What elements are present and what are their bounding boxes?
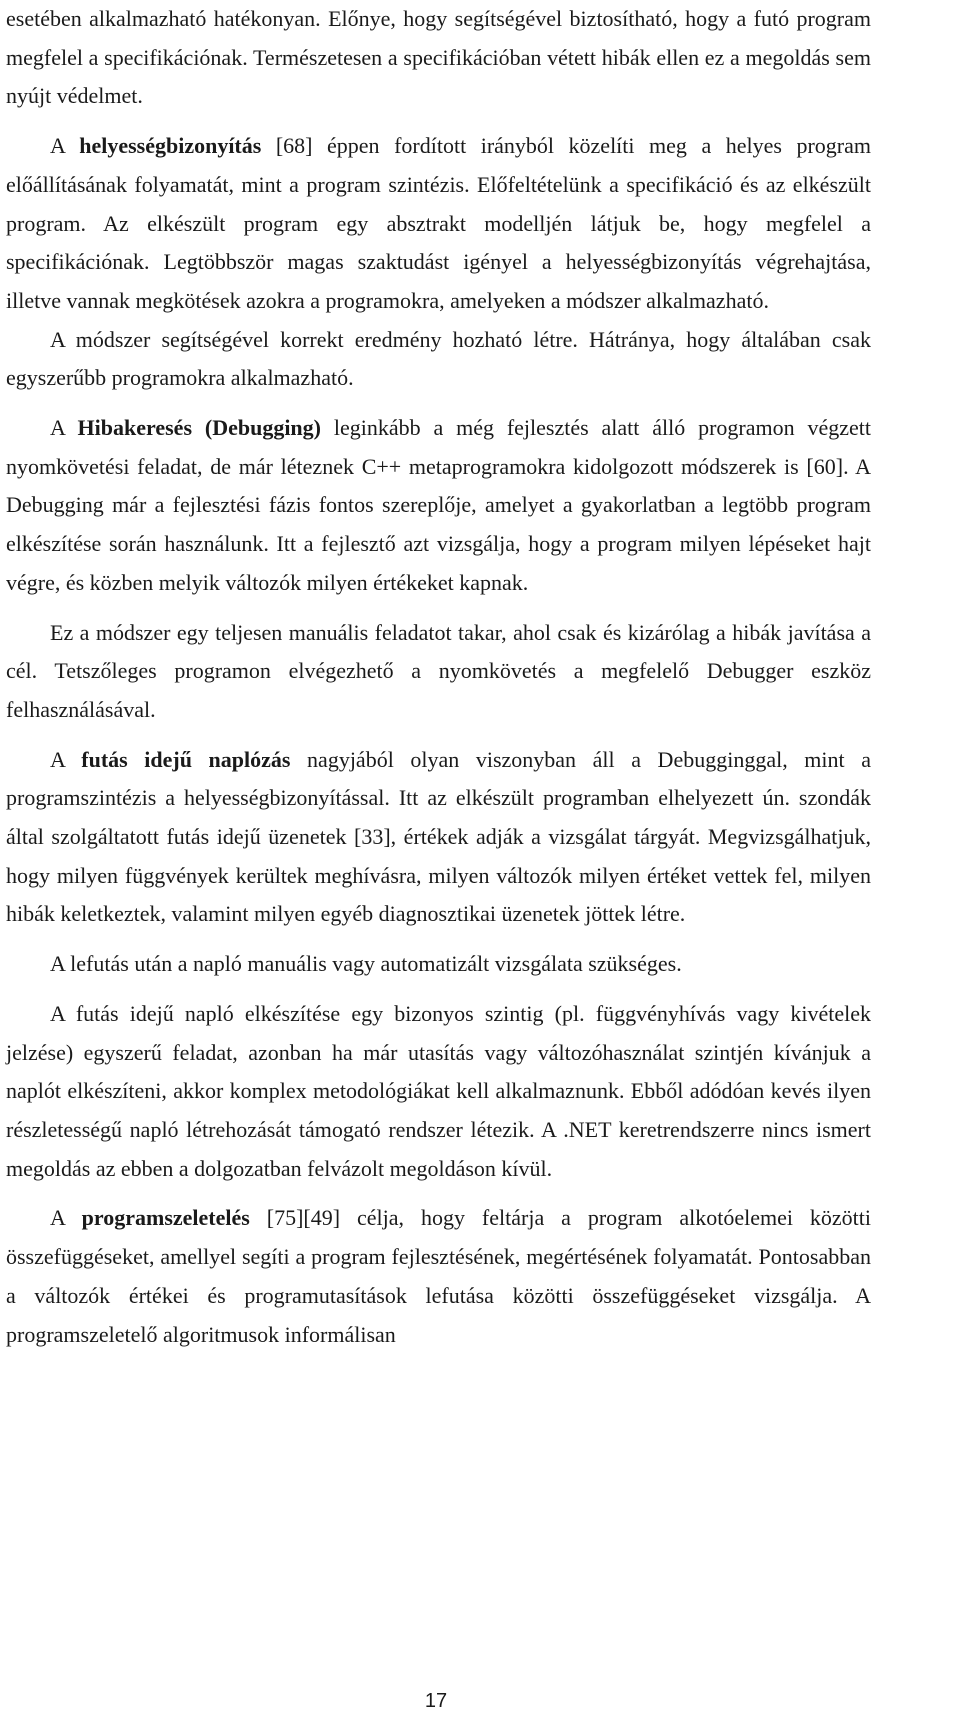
paragraph-modszer-korrekt: [6, 321, 871, 398]
paragraph-intro-continuation: [6, 0, 871, 116]
paragraph-prefix: A: [50, 746, 82, 772]
paragraph-prefix: A: [50, 133, 80, 159]
paragraph-programszeleteles: [6, 1199, 871, 1354]
paragraph-lefutas-utan: [6, 945, 871, 984]
paragraph-text: [75][49] célja, hogy feltárja a program alkotóelemei közötti összefüggéseket, amellyel segíti a program fejlesztésének, megértésének folyamatát. Pontosabban a változók értékei és programutasítások lefutása közötti összefüggéseket vizsgálja. A programszeletelő algoritmusok informálisan: [6, 1205, 871, 1347]
paragraph-text: A futás idejű napló elkészítése egy bizonyos szintig (pl. függvényhívás vagy kivételek jelzése) egyszerű feladat, azonban ha már utasítás vagy változóhasználat szintjén kívánjuk a naplót elkészíteni, akkor komplex metodológiákat kell alkalmaznunk. Ebből adódóan kevés ilyen részletességű napló létrehozását támogató rendszer létezik. A .NET keretrendszerre nincs ismert megoldás az ebben a dolgozatban felvázolt megoldáson kívül.: [6, 1000, 871, 1181]
paragraph-text: esetében alkalmazható hatékonyan. Előnye, hogy segítségével biztosítható, hogy a futó program megfelel a specifikációnak. Természetesen a specifikációban vétett hibák ellen ez a megoldás sem nyújt védelmet.: [6, 6, 871, 109]
term-futas-ideju-naplozas: futás idejű naplózás: [81, 746, 291, 772]
paragraph-manualis-feladat: [6, 614, 871, 730]
paragraph-text: [68] éppen fordított irányból közelíti meg a helyes program előállításának folyamatát, mint a program szintézis. Előfeltételünk a specifikáció és az elkészült program. Az elkészült program egy absztrakt modelljén látjuk be, hogy megfelel a specifikációnak. Legtöbbször magas szaktudást igényel a helyességbizonyítás végrehajtása, illetve vannak megkötések azokra a programokra, amelyeken a módszer alkalmazható.: [6, 133, 871, 313]
paragraph-prefix: A: [50, 1205, 82, 1231]
paragraph-text: A módszer segítségével korrekt eredmény hozható létre. Hátránya, hogy általában csak egyszerűbb programokra alkalmazható.: [6, 326, 871, 391]
term-helyessegbizonyitas: helyességbizonyítás: [79, 133, 262, 159]
paragraph-naplo-elkeszitese: [6, 995, 871, 1189]
paragraph-prefix: A: [50, 415, 78, 441]
paragraph-text: A lefutás után a napló manuális vagy automatizált vizsgálata szükséges.: [50, 951, 682, 977]
paragraph-text: leginkább a még fejlesztés alatt álló programon végzett nyomkövetési feladat, de már léteznek C++ metaprogramokra kidolgozott módszerek is [60]. A Debugging már a fejlesztési fázis fontos szereplője, amelyet a gyakorlatban a legtöbb program elkészítése során használunk. Itt a fejlesztő azt vizsgálja, hogy a program milyen lépéseket hajt végre, és közben melyik változók milyen értékeket kapnak.: [6, 415, 871, 595]
paragraph-futas-ideju-naplozas: [6, 741, 871, 935]
paragraph-helyessegbizonyitas: [6, 127, 871, 321]
term-programszeleteles: programszeletelés: [81, 1205, 250, 1231]
paragraph-hibakereses: [6, 409, 871, 603]
term-hibakereses: Hibakeresés (Debugging): [77, 415, 321, 441]
paragraph-text: Ez a módszer egy teljesen manuális feladatot takar, ahol csak és kizárólag a hibák javítása a cél. Tetszőleges programon elvégezhető a nyomkövetés a megfelelő Debugger eszköz felhasználásával.: [6, 619, 871, 722]
page-number: 17: [424, 1690, 448, 1712]
document-body: [6, 0, 871, 1354]
paragraph-text: nagyjából olyan viszonyban áll a Debugginggal, mint a programszintézis a helyességbizonyítással. Itt az elkészült programban elhelyezett ún. szondák által szolgáltatott futás idejű üzenetek [33], értékek adják a vizsgálat tárgyát. Megvizsgálhatjuk, hogy milyen függvények kerültek meghívásra, milyen változók milyen értéket vettek fel, milyen hibák keletkeztek, valamint milyen egyéb diagnosztikai üzenetek jöttek létre.: [6, 746, 871, 927]
